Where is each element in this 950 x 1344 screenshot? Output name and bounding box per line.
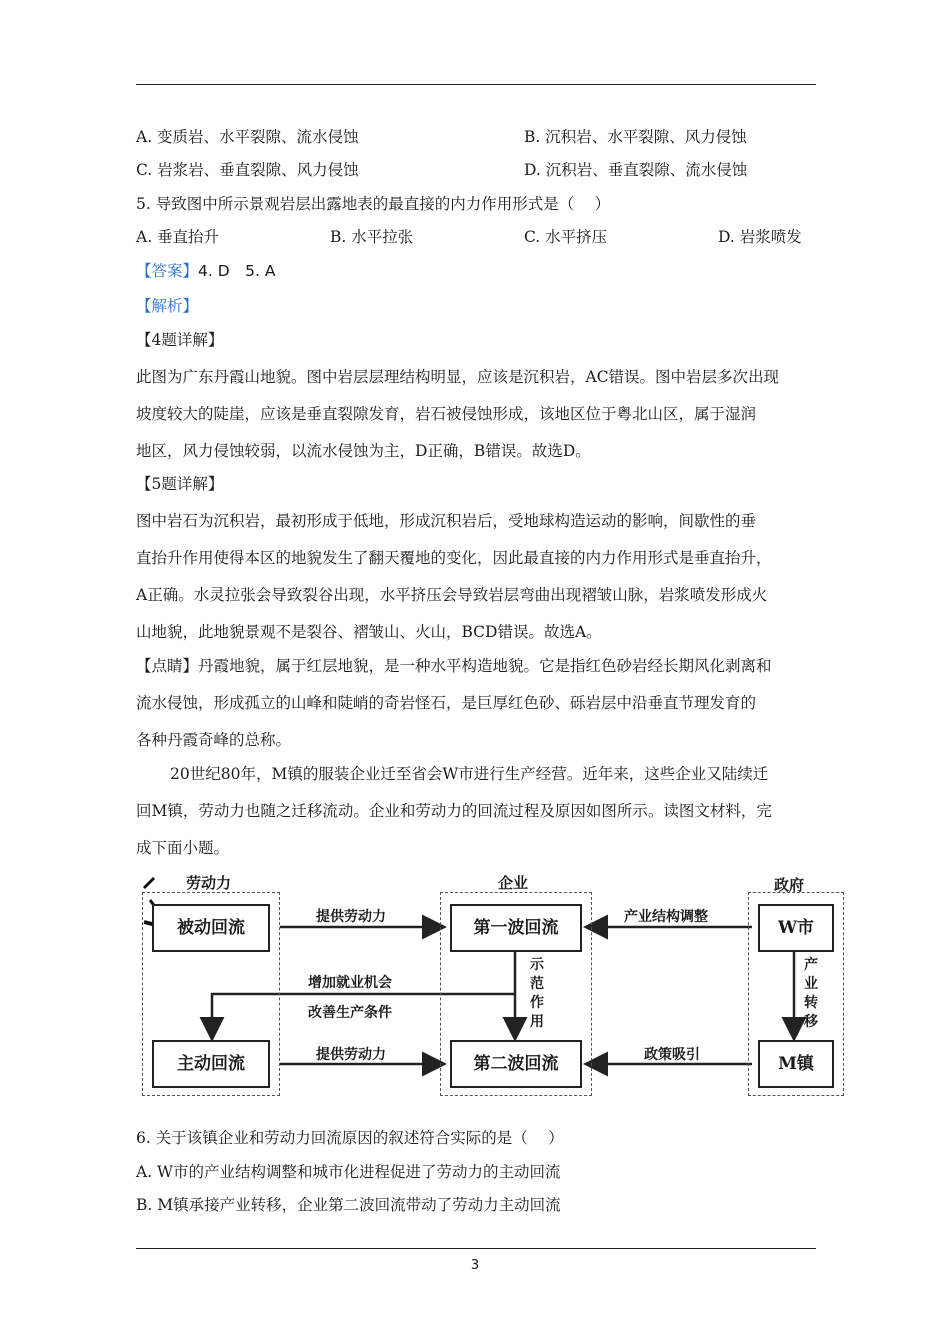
- box-m-town-label: M镇: [778, 1053, 814, 1074]
- q4-option-d: D. 沉积岩、垂直裂隙、流水侵蚀: [524, 161, 748, 179]
- tip-label: 【点睛】: [136, 657, 199, 675]
- detail4-heading: 【4题详解】: [136, 331, 224, 349]
- q5-option-b: B. 水平拉张: [330, 228, 414, 246]
- footer-rule: [136, 1248, 816, 1249]
- q5-option-d: D. 岩浆喷发: [718, 228, 802, 246]
- tip-text: 丹霞地貌，属于红层地貌，是一种水平构造地貌。它是指红色砂岩经长期风化剥离和: [198, 657, 772, 675]
- label-industry-transfer: 产业转移: [804, 957, 818, 1030]
- q4-option-c: C. 岩浆岩、垂直裂隙、风力侵蚀: [136, 161, 359, 179]
- analysis-label: 【解析】: [136, 297, 199, 315]
- label-better-conditions: 改善生产条件: [308, 1005, 392, 1021]
- q6-stem: 6. 关于该镇企业和劳动力回流原因的叙述符合实际的是（ ）: [136, 1129, 564, 1147]
- tip-line: 流水侵蚀，形成孤立的山峰和陡峭的奇岩怪石，是巨厚红色砂、砾岩层中沿垂直节理发育的: [136, 694, 757, 712]
- box-active-return-label: 主动回流: [177, 1053, 245, 1074]
- page-number: 3: [470, 1258, 480, 1273]
- label-demo-effect: 示范作用: [530, 957, 544, 1030]
- q4-option-b: B. 沉积岩、水平裂隙、风力侵蚀: [524, 128, 747, 146]
- q4-option-a: A. 变质岩、水平裂隙、流水侵蚀: [136, 128, 359, 146]
- detail5-line: 山地貌，此地貌景观不是裂谷、褶皱山、火山，BCD错误。故选A。: [136, 623, 602, 641]
- detail5-heading: 【5题详解】: [136, 475, 224, 493]
- passage-line: 回M镇，劳动力也随之迁移流动。企业和劳动力的回流过程及原因如图所示。读图文材料，完: [136, 802, 772, 820]
- label-provide-labor-top: 提供劳动力: [316, 909, 386, 925]
- box-second-wave: [450, 1040, 582, 1088]
- answer-label: 【答案】: [136, 262, 199, 280]
- box-passive-return: [152, 904, 270, 952]
- box-w-city: [758, 904, 834, 952]
- q5-option-a: A. 垂直抬升: [136, 228, 220, 246]
- box-second-wave-label: 第二波回流: [473, 1053, 559, 1074]
- detail5-line: 直抬升作用使得本区的地貌发生了翻天覆地的变化，因此最直接的内力作用形式是垂直抬升，: [136, 549, 772, 567]
- passage-line: 20世纪80年，M镇的服装企业迁至省会W市进行生产经营。近年来，这些企业又陆续迁: [170, 765, 769, 783]
- tip-line: 各种丹霞奇峰的总称。: [136, 731, 292, 749]
- box-passive-return-label: 被动回流: [177, 917, 245, 938]
- box-active-return: [152, 1040, 270, 1088]
- box-w-city-label: W市: [777, 917, 815, 938]
- box-first-wave: [450, 904, 582, 952]
- header-rule: [136, 84, 816, 85]
- box-m-town: [758, 1040, 834, 1088]
- answer-line: [136, 261, 276, 281]
- flow-diagram: [140, 870, 845, 1100]
- detail4-line: 此图为广东丹霞山地貌。图中岩层层理结构明显，应该是沉积岩，AC错误。图中岩层多次出现: [136, 368, 780, 386]
- label-more-jobs: 增加就业机会: [308, 975, 392, 991]
- column-label-labor: 劳动力: [186, 874, 232, 892]
- detail4-line: 坡度较大的陡崖，应该是垂直裂隙发育，岩石被侵蚀形成，该地区位于粤北山区，属于湿润: [136, 405, 757, 423]
- q6-option-a: A. W市的产业结构调整和城市化进程促进了劳动力的主动回流: [136, 1163, 561, 1181]
- q6-option-b: B. M镇承接产业转移，企业第二波回流带动了劳动力主动回流: [136, 1196, 561, 1214]
- label-industry-adjust: 产业结构调整: [624, 909, 708, 925]
- label-provide-labor-bottom: 提供劳动力: [316, 1047, 386, 1063]
- column-label-government: 政府: [774, 876, 805, 894]
- detail5-line: A正确。水灵拉张会导致裂谷出现，水平挤压会导致岩层弯曲出现褶皱山脉，岩浆喷发形成火: [136, 586, 768, 604]
- answer-value: 4. D 5. A: [198, 262, 276, 280]
- q5-stem: 5. 导致图中所示景观岩层出露地表的最直接的内力作用形式是（ ）: [136, 195, 611, 213]
- box-first-wave-label: 第一波回流: [473, 917, 559, 938]
- detail4-line: 地区，风力侵蚀较弱，以流水侵蚀为主，D正确，B错误。故选D。: [136, 442, 591, 460]
- label-policy-attract: 政策吸引: [644, 1047, 700, 1063]
- passage-line: 成下面小题。: [136, 839, 230, 857]
- q5-option-c: C. 水平挤压: [524, 228, 608, 246]
- tip-line: [136, 656, 772, 676]
- column-label-enterprise: 企业: [498, 874, 529, 892]
- detail5-line: 图中岩石为沉积岩，最初形成于低地，形成沉积岩后，受地球构造运动的影响，间歇性的垂: [136, 512, 757, 530]
